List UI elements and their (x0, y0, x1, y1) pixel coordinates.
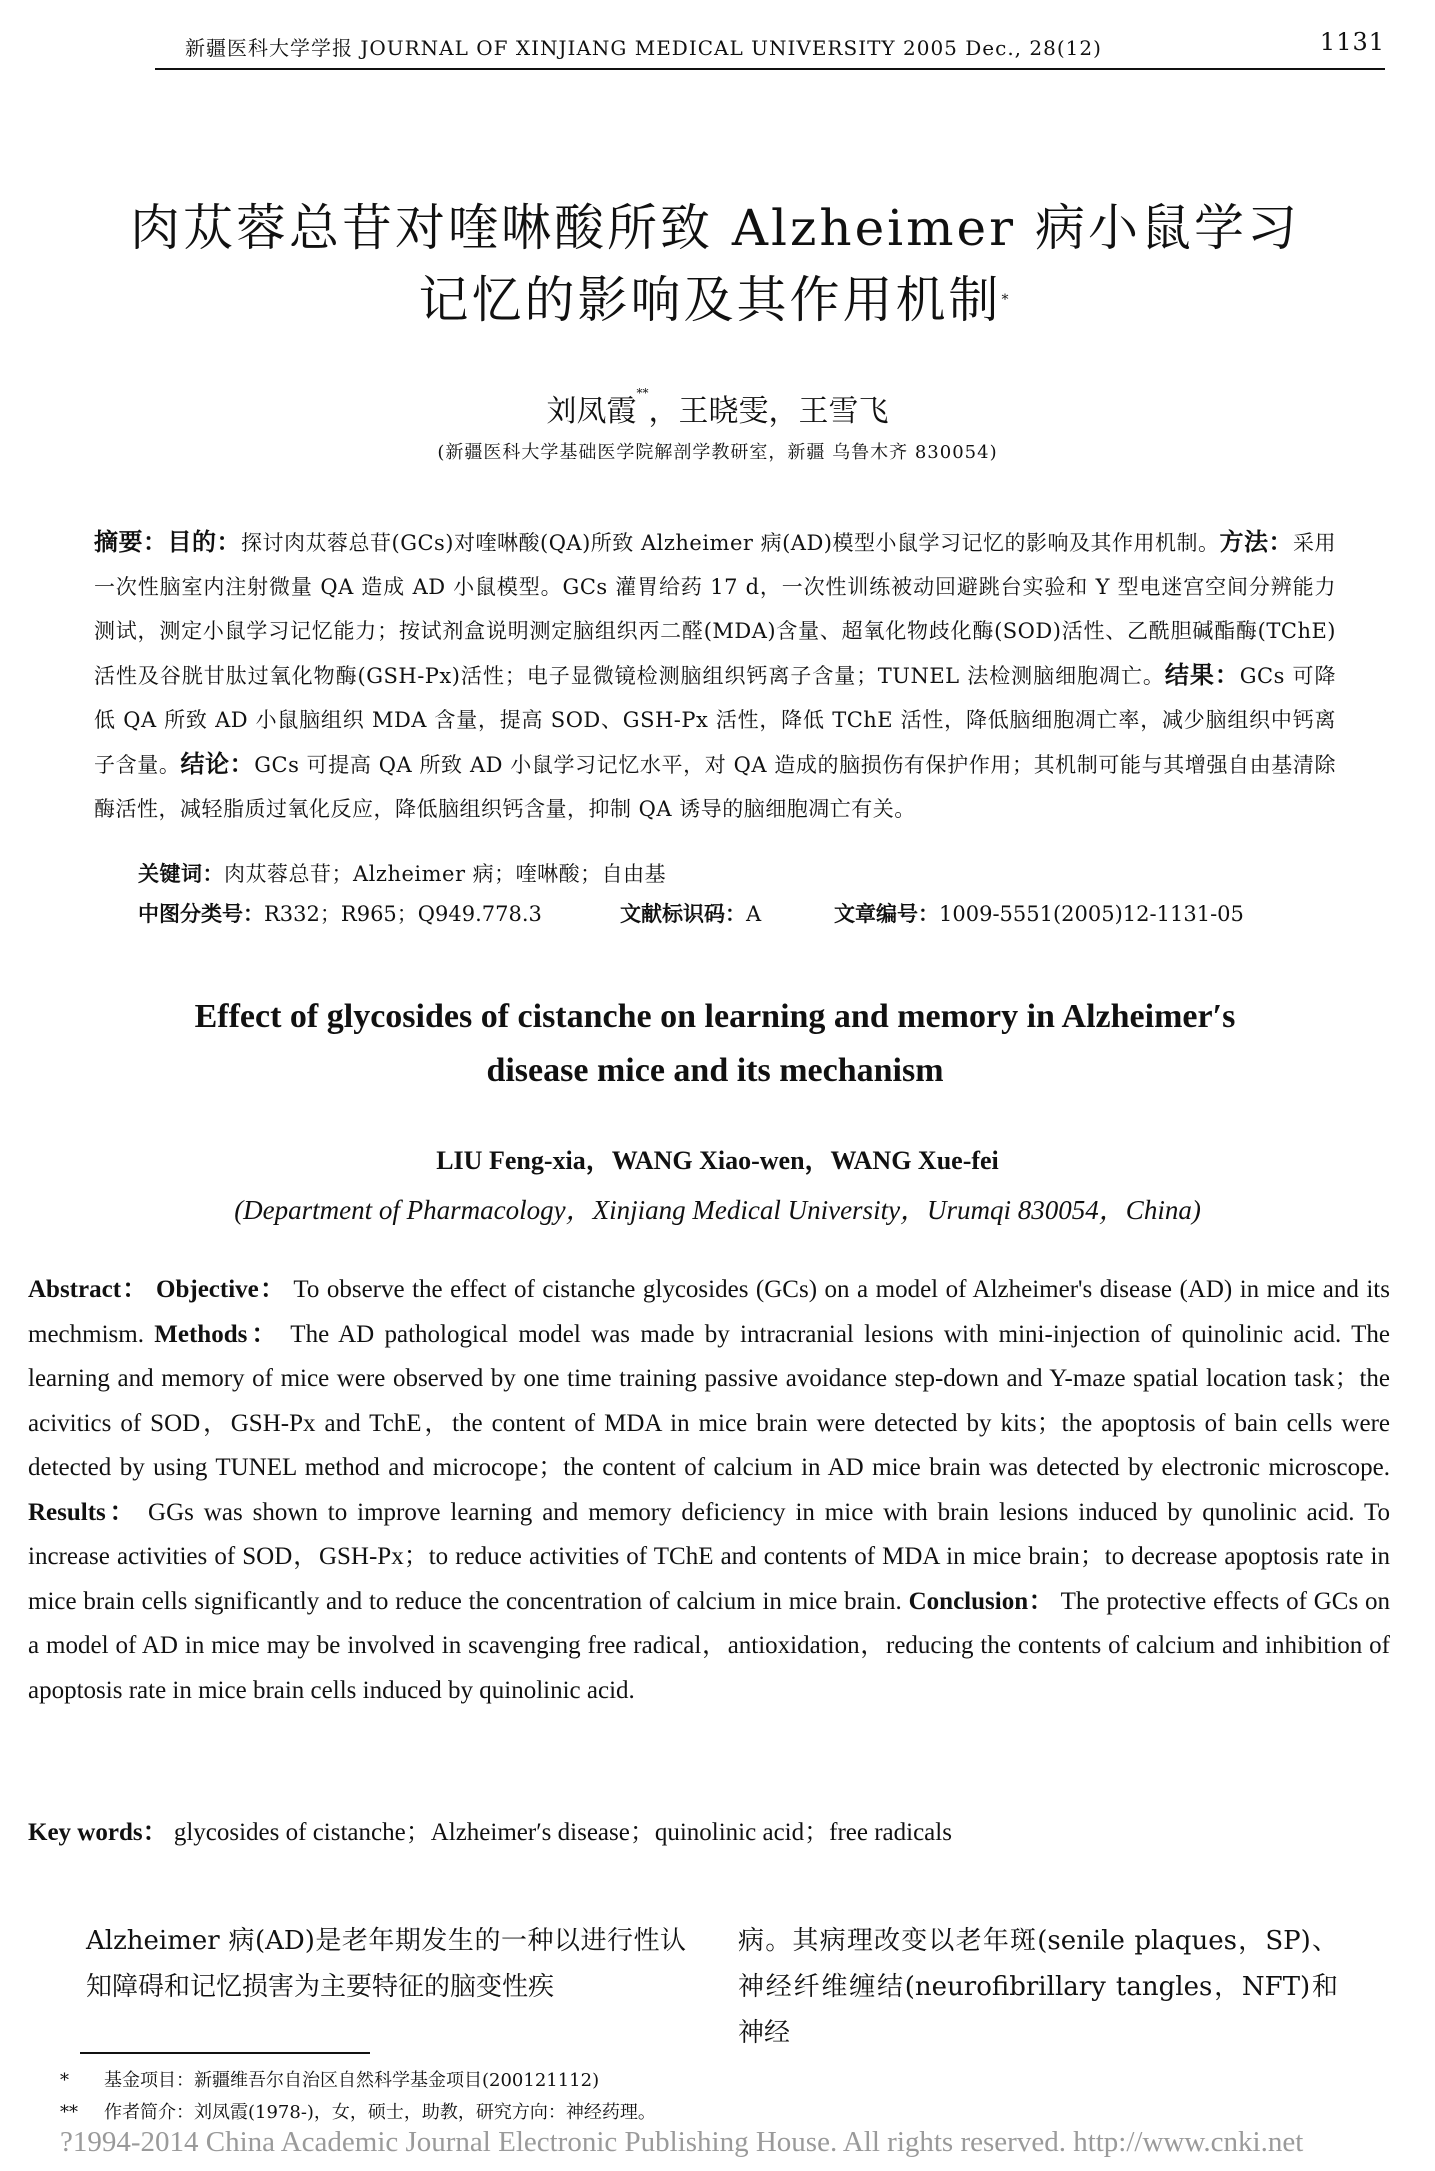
article-number (834, 898, 1244, 928)
chinese-abstract (94, 520, 1336, 831)
title-footnote-mark: * (1001, 292, 1012, 308)
chinese-title (60, 192, 1370, 336)
footnote-rule (80, 2052, 370, 2054)
page-number: 1131 (1319, 28, 1385, 56)
cn-methods: 采用一次性脑室内注射微量 QA 造成 AD 小鼠模型。GCs 灌胃给药 17 d，一次性训练被动回避跳台实验和 Y 型电迷宫空间分辨能力测试，测定小鼠学习记忆能力；按试剂盒说明测定脑组织丙二醛(MDA)含量、超氧化物歧化酶(SOD)活性、乙酰胆碱酯酶(TChE)活性及谷胱甘肽过氧化物酶(GSH-Px)活性；电子显微镜检测脑组织钙离子含量；TUNEL 法检测脑细胞凋亡。 (94, 531, 1337, 688)
chinese-keywords (138, 858, 666, 888)
en-objective: To observe the effect of cistanche glycosides (GCs) on a model of Alzheimer's disease (AD) in mice and its mechmism. (28, 1276, 1390, 1348)
cn-results: GCs 可降低 QA 所致 AD 小鼠脑组织 MDA 含量，提高 SOD、GSH-Px 活性，降低 TChE 活性，降低脑细胞凋亡率，减少脑组织中钙离子含量。 (94, 664, 1337, 777)
body-column-left: Alzheimer 病(AD)是老年期发生的一种以进行性认知障碍和记忆损害为主要特征的脑变性疾 (86, 1926, 686, 2002)
cn-article: 1009-5551(2005)12-1131-05 (939, 902, 1244, 926)
en-keywords: glycosides of cistanche；Alzheimer′s disease；quinolinic acid；free radicals (173, 1819, 952, 1846)
footnote-funding (60, 2066, 599, 2092)
clc-number (138, 898, 542, 928)
en-label-results: Results： (28, 1498, 139, 1526)
en-results: GGs was shown to improve learning and memory deficiency in mice with brain lesions induced by qunolinic acid. To increase activities of SOD，GSH-Px；to reduce activities of TChE and contents of MDA in mice brain；to decrease apoptosis rate in mice brain cells significantly and to reduce the concentration of calcium in mice brain. (28, 1498, 1390, 1615)
english-affiliation: (Department of Pharmacology，Xinjiang Medical University，Urumqi 830054，China) (234, 1195, 1201, 1225)
cn-label-methods: 方法： (1219, 528, 1294, 556)
body-column-right: 病。其病理改变以老年斑(senile plaques，SP)、神经纤维缠结(neurofibrillary tangles，NFT)和神经 (738, 1926, 1338, 2048)
chinese-title-line-2-text: 记忆的影响及其作用机制 (418, 271, 1002, 329)
cn-objective: 探讨肉苁蓉总苷(GCs)对喹啉酸(QA)所致 Alzheimer 病(AD)模型小鼠学习记忆的影响及其作用机制。 (241, 531, 1220, 555)
document-code (620, 898, 761, 928)
english-authors: LIU Feng-xia，WANG Xiao-wen，WANG Xue-fei (436, 1146, 999, 1175)
cn-conclusion: GCs 可提高 QA 所致 AD 小鼠学习记忆水平，对 QA 造成的脑损伤有保护作用；其机制可能与其增强自由基清除酶活性，减轻脂质过氧化反应，降低脑组织钙含量，抑制 QA 诱导的脑细胞凋亡有关。 (94, 753, 1336, 821)
cn-keywords: 肉苁蓉总苷；Alzheimer 病；喹啉酸；自由基 (224, 862, 667, 886)
english-abstract (28, 1268, 1390, 1713)
en-label-abstract: Abstract： (28, 1276, 149, 1303)
cn-label-doc: 文献标识码： (620, 902, 746, 926)
cn-label-article: 文章编号： (834, 902, 939, 926)
chinese-affiliation: (新疆医科大学基础医学院解剖学教研室，新疆 乌鲁木齐 830054) (437, 442, 998, 463)
cn-label-clc: 中图分类号： (138, 902, 264, 926)
copyright-watermark: ?1994-2014 China Academic Journal Electronic Publishing House. All rights reserved. http://www.cnki.net (60, 2126, 1304, 2158)
cn-label-abstract: 摘要： (94, 528, 168, 556)
english-title-line-1: Effect of glycosides of cistanche on learning and memory in Alzheimer′s (194, 998, 1236, 1035)
cn-label-conclusion: 结论： (180, 750, 255, 778)
cn-doc: A (746, 902, 762, 926)
en-label-objective: Objective： (156, 1276, 287, 1303)
cn-label-keywords: 关键词： (138, 862, 224, 886)
chinese-title-line-1: 肉苁蓉总苷对喹啉酸所致 Alzheimer 病小鼠学习 (130, 199, 1300, 257)
running-header (185, 26, 1385, 66)
journal-header: 新疆医科大学学报 JOURNAL OF XINJIANG MEDICAL UNIVERSITY 2005 Dec., 28(12) (185, 36, 1102, 60)
en-label-keywords: Key words： (28, 1819, 168, 1846)
en-label-methods: Methods： (154, 1320, 281, 1348)
chinese-title-line-2 (60, 264, 1370, 336)
cn-clc: R332；R965；Q949.778.3 (264, 902, 542, 926)
en-methods: The AD pathological model was made by intracranial lesions with mini-injection of quinolinic acid. The learning and memory of mice were observed by one time training passive avoidance step-down and Y-maze spatial location task；the acivitics of SOD，GSH-Px and TchE，the content of MDA in mice brain were detected by kits；the apoptosis of bain cells were detected by using TUNEL method and microcope；the content of calcium in AD mice brain was detected by electronic microscope. (28, 1320, 1391, 1481)
author-rest: ，王晓雯，王雪飞 (648, 394, 889, 429)
english-title (60, 990, 1370, 1098)
cn-label-results: 结果： (1164, 661, 1240, 689)
footnote-mark-2: ** (60, 2102, 78, 2123)
en-conclusion: The protective effects of GCs on a model of AD in mice may be involved in scavenging free radical，antioxidation，reducing the contents of calcium and inhibition of apoptosis rate in mice brain cells induced by quinolinic acid. (28, 1587, 1391, 1704)
en-label-conclusion: Conclusion： (908, 1587, 1055, 1615)
chinese-authors (0, 386, 1435, 430)
english-title-line-2: disease mice and its mechanism (486, 1052, 944, 1089)
footnote-author (60, 2098, 656, 2124)
header-rule (155, 68, 1385, 70)
author-footnote-mark: ** (636, 386, 649, 400)
cn-label-objective: 目的： (167, 528, 241, 556)
footnote-mark-1: * (60, 2070, 69, 2091)
footnote-text-1: 基金项目：新疆维吾尔自治区自然科学基金项目(200121112) (104, 2070, 600, 2091)
english-keywords (28, 1812, 1390, 1848)
author-first: 刘凤霞 (546, 394, 637, 429)
footnote-text-2: 作者简介：刘凤霞(1978-)，女，硕士，助教，研究方向：神经药理。 (104, 2102, 656, 2123)
